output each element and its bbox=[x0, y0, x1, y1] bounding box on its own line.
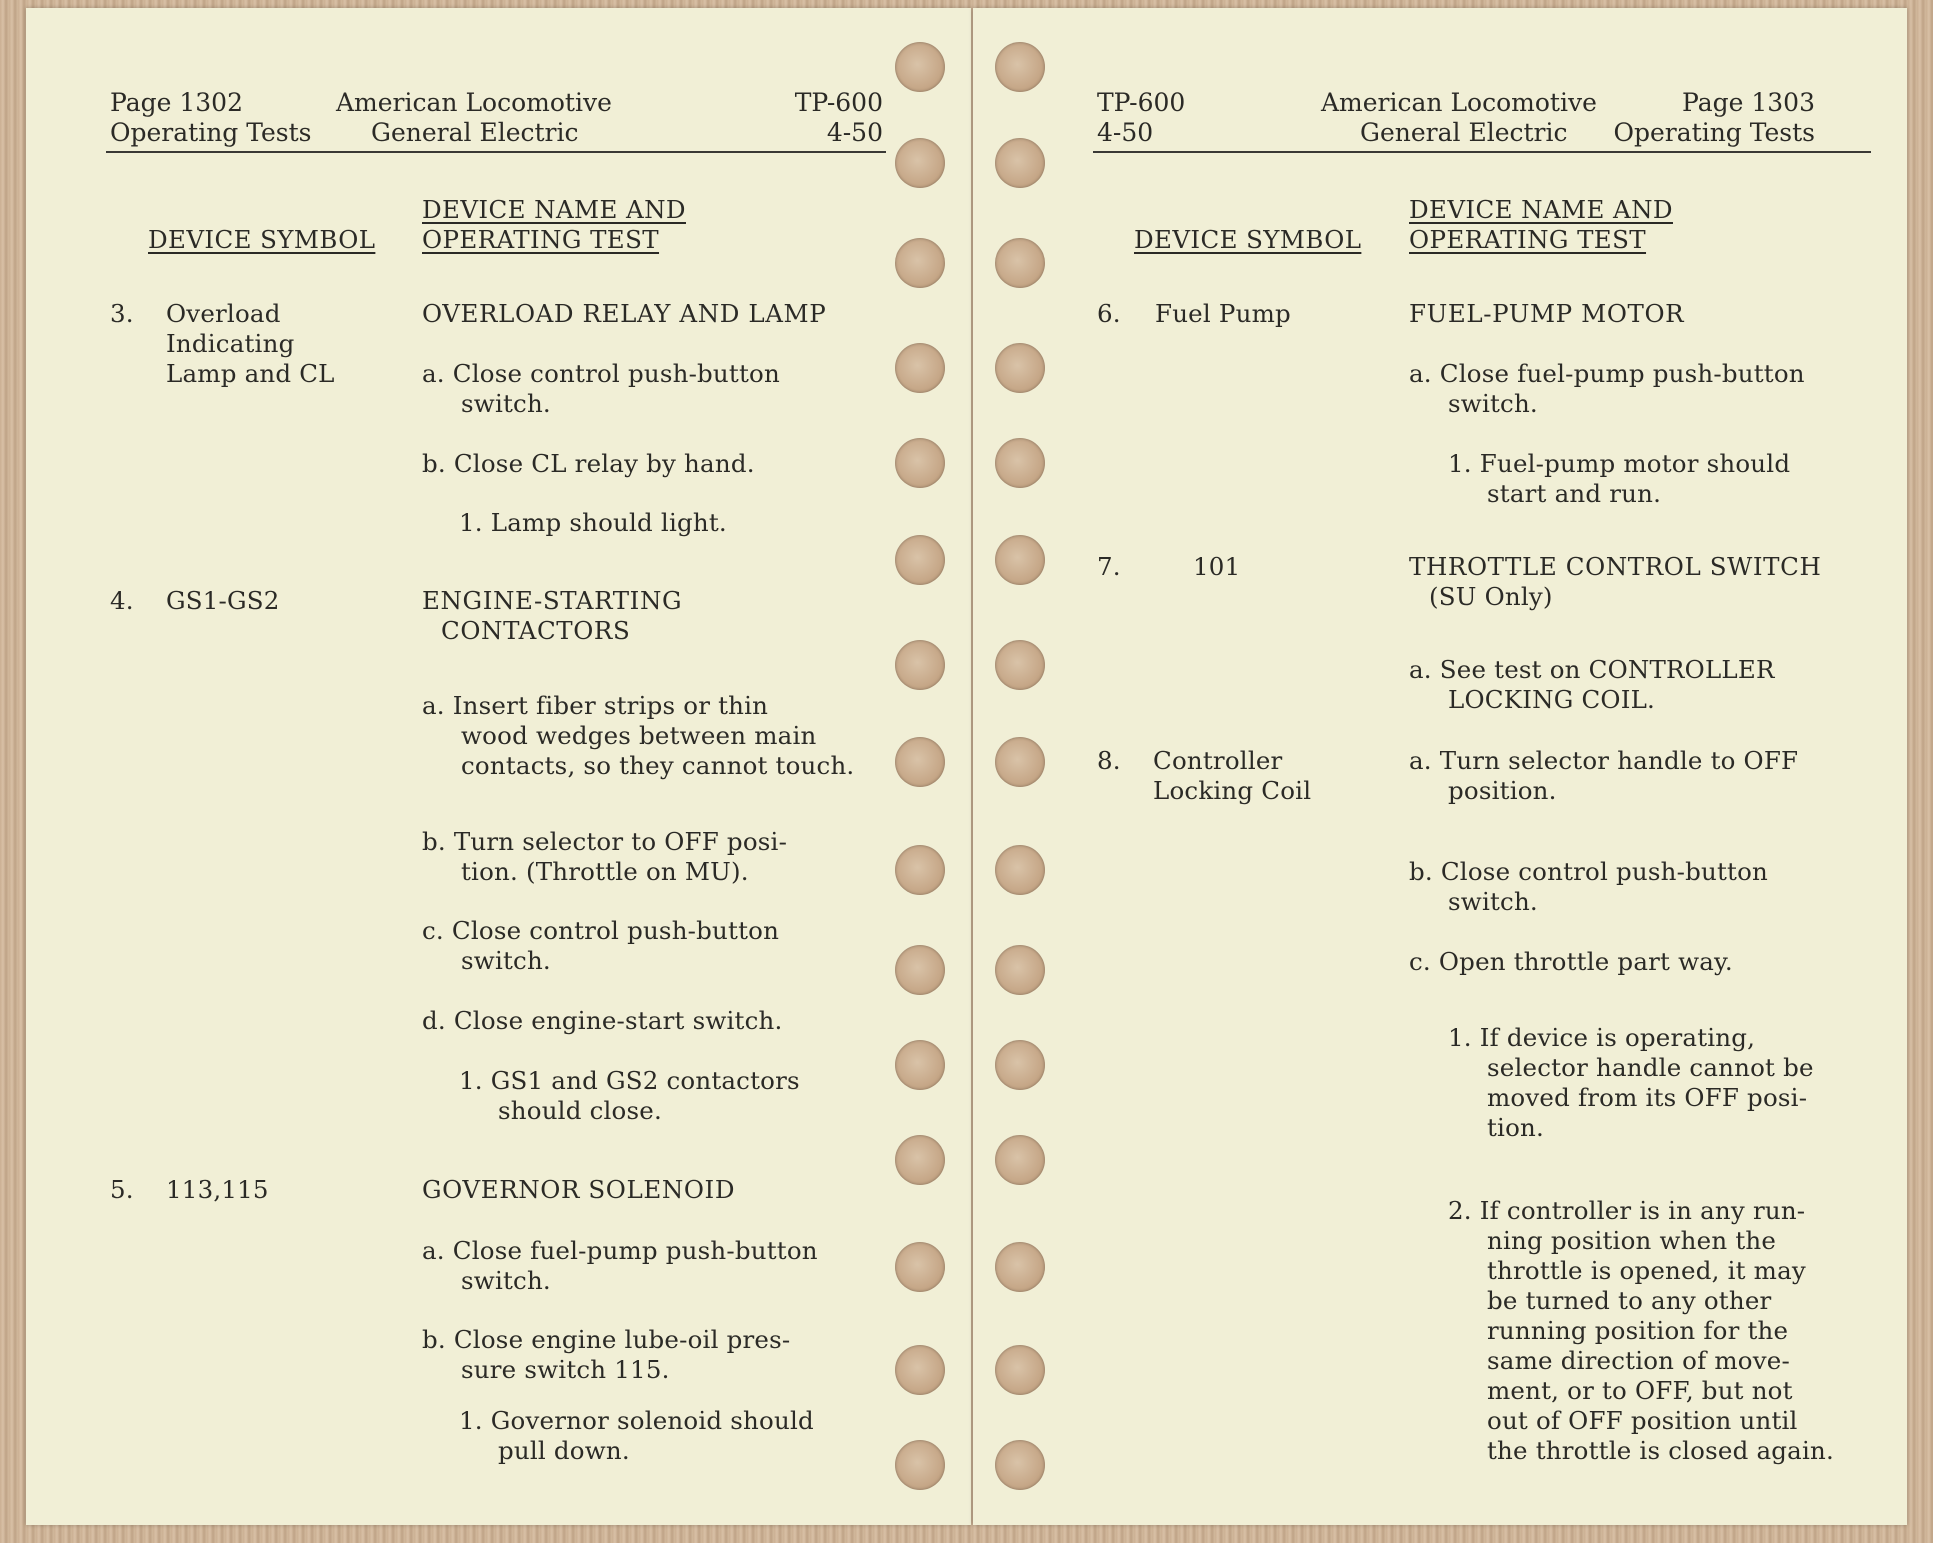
left-company-2: General Electric bbox=[371, 118, 579, 147]
binding-hole bbox=[895, 1135, 945, 1185]
item-4-step-d1: should close. bbox=[498, 1096, 662, 1125]
item-3-number: 3. bbox=[110, 299, 134, 328]
left-header-rule bbox=[106, 151, 886, 153]
item-4-step-a: wood wedges between main bbox=[461, 721, 817, 750]
item-8-step-c: c. Open throttle part way. bbox=[1409, 947, 1733, 976]
item-4-name: CONTACTORS bbox=[441, 616, 631, 645]
item-5-number: 5. bbox=[110, 1175, 134, 1204]
right-company-1: American Locomotive bbox=[1321, 88, 1597, 117]
item-8-step-c2: out of OFF position until bbox=[1487, 1406, 1798, 1435]
item-6-step-a: switch. bbox=[1448, 389, 1538, 418]
item-6-step-a: a. Close fuel-pump push-button bbox=[1409, 359, 1805, 388]
item-8-step-c1: tion. bbox=[1487, 1113, 1544, 1142]
left-section-title: Operating Tests bbox=[110, 118, 312, 147]
item-8-step-a: position. bbox=[1448, 776, 1557, 805]
item-7-name: (SU Only) bbox=[1429, 582, 1553, 611]
item-8-symbol: Controller bbox=[1153, 746, 1283, 775]
item-3-symbol: Lamp and CL bbox=[166, 359, 335, 388]
item-8-step-c2: ment, or to OFF, but not bbox=[1487, 1376, 1793, 1405]
binding-hole bbox=[995, 737, 1045, 787]
item-8-symbol: Locking Coil bbox=[1153, 776, 1312, 805]
binding-hole bbox=[995, 535, 1045, 585]
item-5-name: GOVERNOR SOLENOID bbox=[422, 1175, 736, 1204]
item-8-step-c2: running position for the bbox=[1487, 1316, 1789, 1345]
item-6-step-a1: start and run. bbox=[1487, 479, 1662, 508]
item-8-step-c2: same direction of move- bbox=[1487, 1346, 1790, 1375]
binding-hole bbox=[895, 1345, 945, 1395]
item-3-step-b1: 1. Lamp should light. bbox=[459, 508, 727, 537]
item-5-step-b: sure switch 115. bbox=[461, 1355, 670, 1384]
left-page bbox=[26, 8, 971, 1525]
binding-hole bbox=[995, 1440, 1045, 1490]
binding-hole bbox=[895, 845, 945, 895]
item-7-number: 7. bbox=[1097, 552, 1121, 581]
binding-hole bbox=[895, 42, 945, 92]
binding-hole bbox=[995, 1040, 1045, 1090]
item-5-step-b1: 1. Governor solenoid should bbox=[459, 1406, 814, 1435]
binding-hole bbox=[995, 238, 1045, 288]
item-4-step-a: a. Insert fiber strips or thin bbox=[422, 691, 769, 720]
item-8-step-c2: ning position when the bbox=[1487, 1226, 1777, 1255]
item-6-symbol: Fuel Pump bbox=[1155, 299, 1291, 328]
item-8-step-b: b. Close control push-button bbox=[1409, 857, 1769, 886]
item-8-step-c2: 2. If controller is in any run- bbox=[1448, 1196, 1806, 1225]
item-4-name: ENGINE-STARTING bbox=[422, 586, 683, 615]
binding-hole bbox=[895, 138, 945, 188]
binding-hole bbox=[895, 1040, 945, 1090]
item-5-step-b: b. Close engine lube-oil pres- bbox=[422, 1325, 791, 1354]
right-doc-number: TP-600 bbox=[1097, 88, 1186, 117]
left-col-device-symbol: DEVICE SYMBOL bbox=[148, 225, 376, 254]
left-col-device-name: DEVICE NAME AND bbox=[422, 195, 686, 224]
binding-hole bbox=[895, 1242, 945, 1292]
binding-hole bbox=[995, 1345, 1045, 1395]
item-8-step-b: switch. bbox=[1448, 887, 1538, 916]
item-7-step-a: a. See test on CONTROLLER bbox=[1409, 655, 1775, 684]
binding-hole bbox=[995, 945, 1045, 995]
left-col-operating-test: OPERATING TEST bbox=[422, 225, 660, 254]
right-col-operating-test: OPERATING TEST bbox=[1409, 225, 1647, 254]
binding-hole bbox=[995, 42, 1045, 92]
item-8-step-c1: moved from its OFF posi- bbox=[1487, 1083, 1808, 1112]
item-5-step-b1: pull down. bbox=[498, 1436, 630, 1465]
left-doc-number: TP-600 bbox=[794, 88, 883, 117]
item-3-symbol: Overload bbox=[166, 299, 281, 328]
right-company-2: General Electric bbox=[1360, 118, 1568, 147]
item-7-name: THROTTLE CONTROL SWITCH bbox=[1409, 552, 1822, 581]
item-4-step-d1: 1. GS1 and GS2 contactors bbox=[459, 1066, 800, 1095]
item-3-step-a: switch. bbox=[461, 389, 551, 418]
item-5-symbol: 113,115 bbox=[166, 1175, 269, 1204]
binding-hole bbox=[995, 1242, 1045, 1292]
item-4-step-c: switch. bbox=[461, 946, 551, 975]
binding-hole bbox=[895, 640, 945, 690]
item-7-symbol: 101 bbox=[1193, 552, 1241, 581]
item-8-step-a: a. Turn selector handle to OFF bbox=[1409, 746, 1799, 775]
binding-hole bbox=[895, 535, 945, 585]
item-4-symbol: GS1-GS2 bbox=[166, 586, 280, 615]
right-header-rule bbox=[1093, 151, 1871, 153]
item-4-step-a: contacts, so they cannot touch. bbox=[461, 751, 855, 780]
item-3-name: OVERLOAD RELAY AND LAMP bbox=[422, 299, 827, 328]
item-4-step-b: tion. (Throttle on MU). bbox=[461, 857, 749, 886]
binding-hole bbox=[895, 945, 945, 995]
left-company-1: American Locomotive bbox=[336, 88, 612, 117]
binding-hole bbox=[995, 343, 1045, 393]
binding-hole bbox=[895, 238, 945, 288]
item-8-step-c2: the throttle is closed again. bbox=[1487, 1436, 1834, 1465]
item-7-step-a: LOCKING COIL. bbox=[1448, 685, 1656, 714]
item-4-number: 4. bbox=[110, 586, 134, 615]
binding-hole bbox=[895, 1440, 945, 1490]
binding-hole bbox=[895, 343, 945, 393]
right-page-number: Page 1303 bbox=[1682, 88, 1815, 117]
right-doc-date: 4-50 bbox=[1097, 118, 1154, 147]
right-col-device-symbol: DEVICE SYMBOL bbox=[1134, 225, 1362, 254]
left-doc-date: 4-50 bbox=[826, 118, 883, 147]
item-5-step-a: a. Close fuel-pump push-button bbox=[422, 1236, 818, 1265]
item-8-step-c2: throttle is opened, it may bbox=[1487, 1256, 1806, 1285]
binding-hole bbox=[995, 138, 1045, 188]
binding-hole bbox=[995, 438, 1045, 488]
item-4-step-d: d. Close engine-start switch. bbox=[422, 1006, 783, 1035]
binding-hole bbox=[895, 737, 945, 787]
item-5-step-a: switch. bbox=[461, 1266, 551, 1295]
item-3-step-b: b. Close CL relay by hand. bbox=[422, 449, 755, 478]
item-4-step-c: c. Close control push-button bbox=[422, 916, 780, 945]
item-6-name: FUEL-PUMP MOTOR bbox=[1409, 299, 1685, 328]
left-page-number: Page 1302 bbox=[110, 88, 243, 117]
item-4-step-b: b. Turn selector to OFF posi- bbox=[422, 827, 788, 856]
binding-hole bbox=[895, 438, 945, 488]
right-section-title: Operating Tests bbox=[1613, 118, 1815, 147]
right-col-device-name: DEVICE NAME AND bbox=[1409, 195, 1673, 224]
right-page bbox=[973, 8, 1907, 1525]
binding-hole bbox=[995, 640, 1045, 690]
binding-hole bbox=[995, 1135, 1045, 1185]
item-6-number: 6. bbox=[1097, 299, 1121, 328]
item-3-step-a: a. Close control push-button bbox=[422, 359, 780, 388]
item-8-step-c2: be turned to any other bbox=[1487, 1286, 1772, 1315]
item-8-number: 8. bbox=[1097, 746, 1121, 775]
item-8-step-c1: selector handle cannot be bbox=[1487, 1053, 1814, 1082]
item-3-symbol: Indicating bbox=[166, 329, 295, 358]
item-6-step-a1: 1. Fuel-pump motor should bbox=[1448, 449, 1791, 478]
item-8-step-c1: 1. If device is operating, bbox=[1448, 1023, 1756, 1052]
binding-hole bbox=[995, 845, 1045, 895]
